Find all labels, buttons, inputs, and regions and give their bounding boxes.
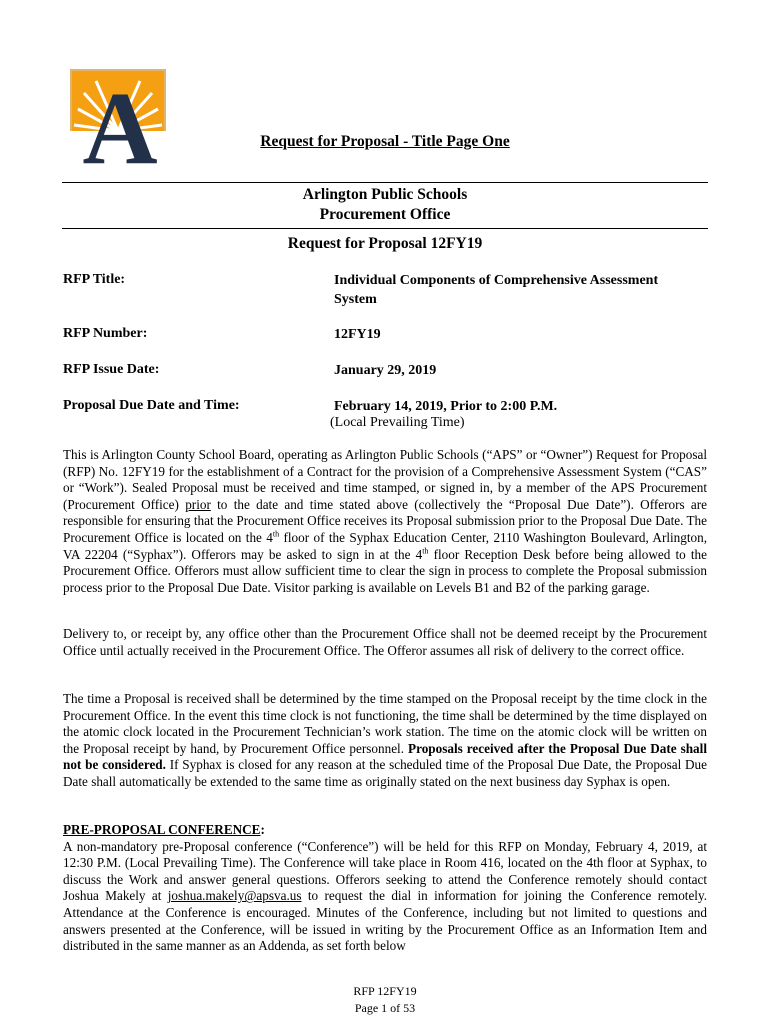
- rfp-number-label: RFP Number:: [63, 326, 148, 341]
- receipt-warning: Proposals received after the Proposal Due Date shall not be considered.: [63, 740, 707, 773]
- logo-letter: A: [82, 71, 158, 166]
- page-title: Request for Proposal - Title Page One: [260, 133, 510, 150]
- rfp-issue-date-value: January 29, 2019: [334, 363, 437, 378]
- intro-text-c: floor of the Syphax Education Center, 2110 Washington Boulevard, Arlington, VA 22204 (“Syphax”). Offerors may be asked to sign in at the 4: [63, 529, 707, 562]
- conference-heading: PRE-PROPOSAL CONFERENCE: [63, 822, 261, 837]
- footer-page-number: Page 1 of 53: [354, 1001, 416, 1015]
- proposal-due-label: Proposal Due Date and Time:: [63, 398, 240, 413]
- proposal-due-sub: (Local Prevailing Time): [330, 415, 465, 430]
- intro-prior: prior: [185, 496, 211, 512]
- intro-paragraph: [63, 447, 707, 596]
- delivery-paragraph: Delivery to, or receipt by, any office other than the Procurement Office shall not be deemed receipt by the Procurement Office until actually received in the Procurement Office. The Offeror assumes all risk of delivery to the correct office.: [63, 626, 707, 658]
- org-name: Arlington Public Schools: [302, 186, 468, 203]
- proposal-due-value: February 14, 2019, Prior to 2:00 P.M.: [334, 399, 558, 414]
- aps-logo: [70, 69, 166, 166]
- intro-text-a: This is Arlington County School Board, operating as Arlington Public Schools (“APS” or “Owner”) Request for Proposal (RFP) No. 12FY19 for the establishment of a Contract for the provision of a Comprehensive Assessment System (“CAS” or “Work”). Sealed Proposal must be received and time stamped, or signed in, by a member of the APS Procurement (Procurement Office): [63, 447, 707, 512]
- intro-text-b: to the date and time stated above (collectively the “Proposal Due Date”). Offerors are responsible for ensuring that the Procurement Office receives its Proposal submission prior to the Proposal Due Date. The Procurement Office is located on the 4: [63, 496, 707, 545]
- receipt-time-paragraph: [63, 691, 707, 791]
- conference-section: [63, 822, 707, 955]
- conference-text-b: to request the dial in information for joining the Conference remotely. Attendance at the Conference is encouraged. Minutes of the Conference, including but not limited to questions and answers presented at the Conference, will be issued in writing by the Procurement Office as an Information Item and distributed in the same manner as an Addenda, as set forth below: [63, 888, 707, 954]
- intro-sup-1: th: [272, 529, 280, 539]
- conference-text-a: A non-mandatory pre-Proposal conference (“Conference”) will be held for this RFP on Monday, February 4, 2019, at 12:30 P.M. (Local Prevailing Time). The Conference will take place in Room 416, located on the 4th floor at Syphax, to discuss the Work and answer general questions. Offerors seeking to attend the Conference remotely should contact Joshua Makely at: [63, 838, 707, 904]
- rfp-issue-date-label: RFP Issue Date:: [63, 362, 160, 377]
- intro-text-d: floor Reception Desk before being allowed to the Procurement Office. Offerors must allow sufficient time to clear the sign in process to complete the Proposal submission process prior to the Proposal Due Date. Visitor parking is available on Levels B1 and B2 of the parking garage.: [63, 546, 707, 595]
- rfp-title-value: [334, 271, 714, 309]
- conference-colon: :: [260, 822, 265, 837]
- intro-sup-2: th: [422, 546, 429, 556]
- rfp-title-value-line1: Individual Components of Comprehensive Assessment: [334, 273, 659, 288]
- org-office: Procurement Office: [319, 206, 451, 223]
- receipt-text-b: If Syphax is closed for any reason at the scheduled time of the Proposal Due Date, the Proposal Due Date shall automatically be extended to the same time as originally stated on the next business day Syphax is open.: [63, 757, 707, 789]
- rfp-number-value: 12FY19: [334, 327, 381, 342]
- rfp-heading: Request for Proposal 12FY19: [287, 235, 483, 252]
- receipt-text-a: The time a Proposal is received shall be determined by the time stamped on the Proposal receipt by the time clock in the Procurement Office. In the event this time clock is not functioning, the time shall be determined by the time displayed on the atomic clock located in the Procurement Technician’s work station. The time on the atomic clock will be written on the Proposal receipt by hand, by Procurement Office personnel.: [63, 691, 707, 756]
- divider-bottom: [62, 228, 708, 229]
- rfp-title-value-line2: System: [334, 292, 377, 307]
- rfp-title-label: RFP Title:: [63, 272, 126, 287]
- footer-doc-id: RFP 12FY19: [353, 984, 417, 998]
- divider-top: [62, 182, 708, 183]
- contact-email-link[interactable]: joshua.makely@apsva.us: [167, 888, 302, 904]
